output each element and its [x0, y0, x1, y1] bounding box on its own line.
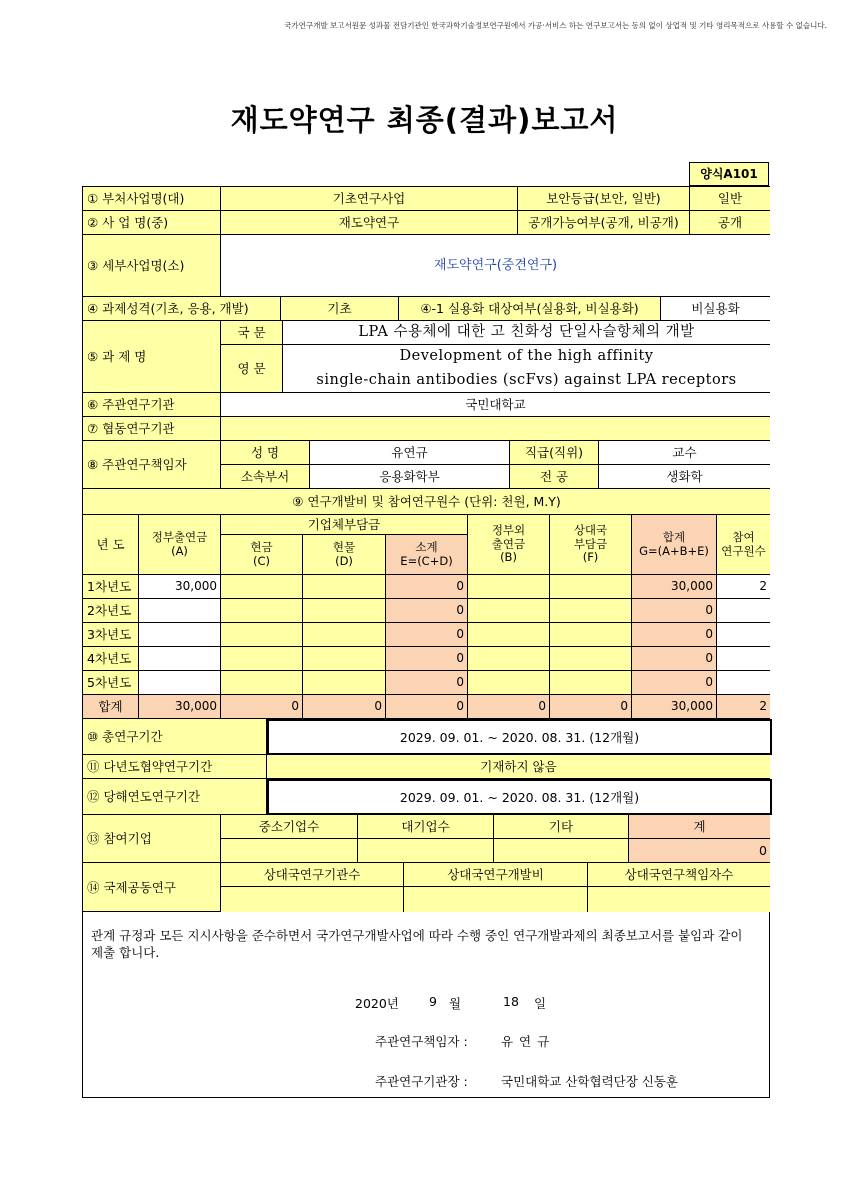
budget-total-gov: 30,000: [139, 695, 221, 719]
pi-name-value: 유연규: [310, 441, 510, 465]
ministry-program-value: 기초연구사업: [221, 187, 518, 211]
total-period-value: 2029. 09. 01. ~ 2020. 08. 31. (12개월): [267, 719, 772, 755]
pi-name-label: 성 명: [221, 441, 310, 465]
budget-total-cash: 0: [221, 695, 303, 719]
budget-row-cash: [221, 623, 303, 647]
budget-row-researchers: [717, 647, 770, 671]
report-form-table: [82, 186, 770, 912]
partner-institution-count-header: 상대국연구기관수: [221, 863, 404, 887]
multiyear-period-label: ⑪ 다년도협약연구기간: [83, 755, 267, 779]
pi-signature-label: 주관연구책임자 :: [375, 1034, 468, 1049]
form-code: 양식A101: [689, 162, 769, 186]
budget-row-nongov: [468, 575, 550, 599]
budget-total-nongov: 0: [468, 695, 550, 719]
current-period-label: ⑫ 당해연도연구기간: [83, 779, 267, 815]
disclosure-value: 공개: [690, 211, 770, 235]
project-type-value: 기초: [281, 297, 399, 321]
budget-row-total: 30,000: [632, 575, 717, 599]
budget-corp-header: 기업체부담금: [221, 515, 468, 535]
budget-row-gov: [139, 671, 221, 695]
budget-total-total: 30,000: [632, 695, 717, 719]
sub-program-label: ③ 세부사업명(소): [83, 235, 221, 297]
budget-row-inkind: [303, 575, 386, 599]
project-title-label: ⑤ 과 제 명: [83, 321, 221, 393]
budget-subtotal-header: 소계 E=(C+D): [386, 535, 468, 575]
large-company-count-header: 대기업수: [358, 815, 494, 839]
budget-nongov-header: 정부외 출연금 (B): [468, 515, 550, 575]
submission-month: 9: [429, 994, 437, 1009]
budget-partner-header: 상대국 부담금 (F): [550, 515, 632, 575]
commercialization-label: ④-1 실용화 대상여부(실용화, 비실용화): [399, 297, 661, 321]
total-period-label: ⑩ 총연구기간: [83, 719, 267, 755]
budget-row-nongov: [468, 599, 550, 623]
lead-institution-label: ⑥ 주관연구기관: [83, 393, 221, 417]
budget-row-nongov: [468, 647, 550, 671]
budget-row-subtotal: 0: [386, 599, 468, 623]
company-total-value: 0: [629, 839, 770, 863]
budget-row-inkind: [303, 599, 386, 623]
budget-total-header: 합계 G=(A+B+E): [632, 515, 717, 575]
budget-row-total: 0: [632, 671, 717, 695]
english-title-label: 영 문: [221, 345, 283, 393]
korean-title-value: LPA 수용체에 대한 고 친화성 단일사슬항체의 개발: [283, 321, 770, 345]
other-count-value: [494, 839, 629, 863]
budget-row-year: 2차년도: [83, 599, 139, 623]
budget-row-subtotal: 0: [386, 647, 468, 671]
participating-companies-label: ⑬ 참여기업: [83, 815, 221, 863]
statement-text: 관계 규정과 모든 지시사항을 준수하면서 국가연구개발사업에 따라 수행 중인 연구개발과제의 최종보고서를 붙임과 같이 제출 합니다.: [91, 928, 743, 960]
ministry-program-label: ① 부처사업명(대): [83, 187, 221, 211]
budget-row-nongov: [468, 671, 550, 695]
submission-year: 2020년: [355, 996, 399, 1011]
budget-row-total: 0: [632, 647, 717, 671]
international-research-label: ⑭ 국제공동연구: [83, 863, 221, 912]
commercialization-value: 비실용화: [661, 297, 770, 321]
head-signature-name: 국민대학교 산학협력단장 신동훈: [501, 1074, 678, 1089]
pi-position-label: 직급(직위): [510, 441, 599, 465]
head-signature-label: 주관연구기관장 :: [375, 1074, 468, 1089]
pi-major-label: 전 공: [510, 465, 599, 489]
submission-day: 18: [503, 994, 519, 1009]
pi-label: ⑧ 주관연구책임자: [83, 441, 221, 489]
budget-total-subtotal: 0: [386, 695, 468, 719]
other-count-header: 기타: [494, 815, 629, 839]
budget-cash-header: 현금 (C): [221, 535, 303, 575]
partner-institution-count-value: [221, 887, 404, 912]
budget-section-title: ⑨ 연구개발비 및 참여연구원수 (단위: 천원, M.Y): [83, 489, 770, 515]
budget-row-nongov: [468, 623, 550, 647]
pi-signature-name: 유 연 규: [501, 1034, 551, 1049]
budget-inkind-header: 현물 (D): [303, 535, 386, 575]
submission-statement: [82, 912, 770, 1098]
budget-row-year: 3차년도: [83, 623, 139, 647]
budget-row-partner: [550, 671, 632, 695]
budget-row-cash: [221, 599, 303, 623]
budget-row-partner: [550, 599, 632, 623]
budget-total-inkind: 0: [303, 695, 386, 719]
budget-gov-header: 정부출연금 (A): [139, 515, 221, 575]
budget-total-row-label: 합계: [83, 695, 139, 719]
budget-row-cash: [221, 647, 303, 671]
budget-researchers-header: 참여 연구원수: [717, 515, 770, 575]
budget-row-total: 0: [632, 599, 717, 623]
lead-institution-value: 국민대학교: [221, 393, 770, 417]
budget-row-partner: [550, 623, 632, 647]
pi-major-value: 생화학: [599, 465, 770, 489]
partner-institution-label: ⑦ 협동연구기관: [83, 417, 221, 441]
budget-row-gov: [139, 599, 221, 623]
budget-total-researchers: 2: [717, 695, 770, 719]
company-total-header: 계: [629, 815, 770, 839]
partner-pi-count-value: [588, 887, 770, 912]
budget-row-partner: [550, 647, 632, 671]
budget-row-inkind: [303, 671, 386, 695]
budget-row-gov: [139, 623, 221, 647]
project-type-label: ④ 과제성격(기초, 응용, 개발): [83, 297, 281, 321]
partner-pi-count-header: 상대국연구책임자수: [588, 863, 770, 887]
budget-row-researchers: [717, 671, 770, 695]
budget-row-inkind: [303, 623, 386, 647]
budget-row-partner: [550, 575, 632, 599]
budget-row-total: 0: [632, 623, 717, 647]
sme-count-value: [221, 839, 358, 863]
budget-total-partner: 0: [550, 695, 632, 719]
budget-row-researchers: [717, 623, 770, 647]
budget-row-gov: 30,000: [139, 575, 221, 599]
partner-rnd-budget-value: [404, 887, 588, 912]
multiyear-period-value: 기재하지 않음: [267, 755, 770, 779]
program-name-label: ② 사 업 명(중): [83, 211, 221, 235]
partner-institution-value: [221, 417, 770, 441]
sub-program-value: 재도약연구(중견연구): [221, 235, 770, 297]
budget-row-year: 5차년도: [83, 671, 139, 695]
budget-row-subtotal: 0: [386, 623, 468, 647]
budget-row-subtotal: 0: [386, 671, 468, 695]
budget-year-header: 년 도: [83, 515, 139, 575]
pi-dept-label: 소속부서: [221, 465, 310, 489]
month-unit: 월: [449, 996, 462, 1011]
program-name-value: 재도약연구: [221, 211, 518, 235]
english-title-line-2: single-chain antibodies (scFvs) against LPA receptors: [283, 369, 770, 393]
budget-row-cash: [221, 575, 303, 599]
sme-count-header: 중소기업수: [221, 815, 358, 839]
budget-row-researchers: [717, 599, 770, 623]
pi-position-value: 교수: [599, 441, 770, 465]
security-level-label: 보안등급(보안, 일반): [518, 187, 690, 211]
budget-row-researchers: 2: [717, 575, 770, 599]
pi-dept-value: 응용화학부: [310, 465, 510, 489]
day-unit: 일: [534, 996, 547, 1011]
copyright-notice: 국가연구개발 보고서원문 성과물 전담기관인 한국과학기술정보연구원에서 가공·서비스 하는 연구보고서는 동의 없이 상업적 및 기타 영리목적으로 사용할 수 없습니다.: [284, 21, 827, 30]
report-title: 재도약연구 최종(결과)보고서: [230, 103, 619, 137]
english-title-line-1: Development of the high affinity: [283, 345, 770, 369]
budget-row-inkind: [303, 647, 386, 671]
partner-rnd-budget-header: 상대국연구개발비: [404, 863, 588, 887]
current-period-value: 2029. 09. 01. ~ 2020. 08. 31. (12개월): [267, 779, 772, 815]
large-company-count-value: [358, 839, 494, 863]
budget-row-gov: [139, 647, 221, 671]
security-level-value: 일반: [690, 187, 770, 211]
disclosure-label: 공개가능여부(공개, 비공개): [518, 211, 690, 235]
budget-row-year: 1차년도: [83, 575, 139, 599]
budget-row-year: 4차년도: [83, 647, 139, 671]
budget-row-subtotal: 0: [386, 575, 468, 599]
korean-title-label: 국 문: [221, 321, 283, 345]
budget-row-cash: [221, 671, 303, 695]
